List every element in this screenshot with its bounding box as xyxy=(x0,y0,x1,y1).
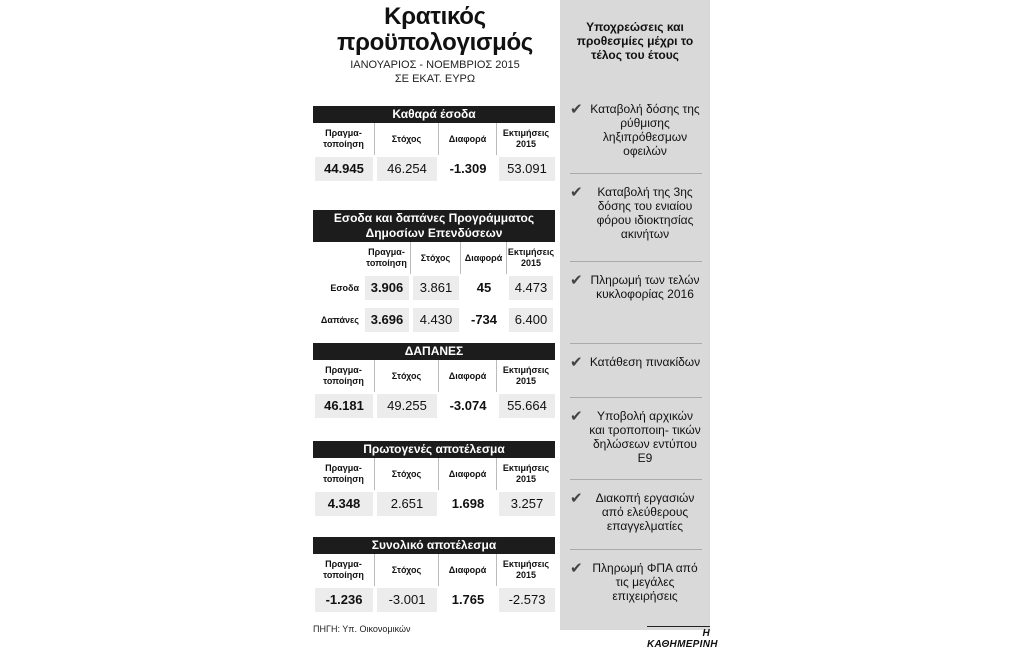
divider xyxy=(570,343,702,344)
prog-col-difference: Διαφορά xyxy=(461,242,507,274)
col-difference: Διαφορά xyxy=(439,554,497,586)
primary-estimates: 3.257 xyxy=(499,492,555,516)
program-expenses-target: 4.430 xyxy=(413,308,459,332)
net-revenue-estimates: 53.091 xyxy=(499,157,555,181)
obligation-item xyxy=(570,102,702,158)
divider xyxy=(570,549,702,550)
primary-realized: 4.348 xyxy=(315,492,373,516)
obligation-item xyxy=(570,561,702,603)
divider xyxy=(570,397,702,398)
overall-estimates: -2.573 xyxy=(499,588,555,612)
col-target: Στόχος xyxy=(375,360,439,392)
source-note: ΠΗΓΗ: Υπ. Οικονομικών xyxy=(313,624,411,634)
obligation-item xyxy=(570,273,702,301)
col-realized: Πραγμα- τοποίηση xyxy=(313,458,375,490)
obligation-text: Πληρωμή ΦΠΑ από τις μεγάλες επιχειρήσεις xyxy=(592,561,698,603)
check-icon: ✔ xyxy=(570,101,583,118)
obligation-text: Πληρωμή των τελών κυκλοφορίας 2016 xyxy=(590,273,700,301)
prog-col-estimates: Εκτιμήσεις 2015 xyxy=(507,247,555,268)
col-target: Στόχος xyxy=(375,123,439,155)
overall-target: -3.001 xyxy=(377,588,437,612)
check-icon: ✔ xyxy=(570,560,583,577)
program-expenses-estimates: 6.400 xyxy=(509,308,553,332)
page-subtitle xyxy=(315,58,555,86)
subtitle-line-2: ΣΕ ΕΚΑΤ. ΕΥΡΩ xyxy=(394,73,476,85)
check-icon: ✔ xyxy=(570,408,583,425)
net-revenue-difference: -1.309 xyxy=(441,157,495,181)
program-section xyxy=(313,210,555,332)
col-difference: Διαφορά xyxy=(439,360,497,392)
overall-title: Συνολικό αποτέλεσμα xyxy=(313,537,555,554)
primary-difference: 1.698 xyxy=(441,492,495,516)
col-difference: Διαφορά xyxy=(439,123,497,155)
col-target: Στόχος xyxy=(375,458,439,490)
program-expenses-difference: -734 xyxy=(463,308,505,332)
page-title xyxy=(315,4,555,56)
subtitle-line-1: ΙΑΝΟΥΑΡΙΟΣ - ΝΟΕΜΒΡΙΟΣ 2015 xyxy=(350,59,520,71)
divider xyxy=(570,261,702,262)
col-target: Στόχος xyxy=(375,554,439,586)
check-icon: ✔ xyxy=(570,184,583,201)
check-icon: ✔ xyxy=(570,272,583,289)
publisher-logo: Η ΚΑΘΗΜΕΡΙΝΗ xyxy=(647,628,718,650)
net-revenue-section xyxy=(313,106,555,181)
col-estimates: Εκτιμήσεις 2015 xyxy=(502,463,550,484)
expenses-difference: -3.074 xyxy=(441,394,495,418)
program-title-line-2: Δημοσίων Επενδύσεων xyxy=(365,226,503,240)
program-title-line-1: Εσοδα και δαπάνες Προγράμματος xyxy=(333,211,535,225)
obligations-panel xyxy=(560,0,710,630)
net-revenue-title: Καθαρά έσοδα xyxy=(313,106,555,123)
expenses-title: ΔΑΠΑΝΕΣ xyxy=(313,343,555,360)
col-estimates: Εκτιμήσεις 2015 xyxy=(502,559,550,580)
col-difference: Διαφορά xyxy=(439,458,497,490)
panel-title: Υποχρεώσεις και προθεσμίες μέχρι το τέλος του έτους xyxy=(576,20,694,62)
col-realized: Πραγμα- τοποίηση xyxy=(313,123,375,155)
check-icon: ✔ xyxy=(570,490,583,507)
primary-section xyxy=(313,441,555,516)
obligation-text: Κατάθεση πινακίδων xyxy=(589,355,701,369)
primary-target: 2.651 xyxy=(377,492,437,516)
program-revenue-realized: 3.906 xyxy=(365,276,409,300)
obligation-text: Υποβολή αρχικών και τροποποιη- τικών δηλώσεων εντύπου Ε9 xyxy=(589,409,701,465)
check-icon: ✔ xyxy=(570,354,583,371)
expenses-target: 49.255 xyxy=(377,394,437,418)
expenses-realized: 46.181 xyxy=(315,394,373,418)
col-realized: Πραγμα- τοποίηση xyxy=(313,360,375,392)
program-row-revenue xyxy=(313,274,555,300)
prog-col-realized: Πραγμα- τοποίηση xyxy=(363,242,411,274)
net-revenue-target: 46.254 xyxy=(377,157,437,181)
obligation-item xyxy=(570,491,702,533)
title-line-1: Κρατικός xyxy=(384,3,486,30)
program-row-expenses xyxy=(313,306,555,332)
obligation-text: Καταβολή δόσης της ρύθμισης ληξιπρόθεσμων οφειλών xyxy=(590,102,700,158)
obligation-item xyxy=(570,355,702,370)
program-row-label: Δαπάνες xyxy=(320,315,359,325)
primary-title: Πρωτογενές αποτέλεσμα xyxy=(313,441,555,458)
program-title xyxy=(313,210,555,242)
expenses-estimates: 55.664 xyxy=(499,394,555,418)
program-revenue-target: 3.861 xyxy=(413,276,459,300)
obligation-text: Καταβολή της 3ης δόσης του ενιαίου φόρου ιδιοκτησίας ακινήτων xyxy=(596,185,694,241)
overall-section xyxy=(313,537,555,612)
title-line-2: προϋπολογισμός xyxy=(337,29,533,56)
program-row-label: Εσοδα xyxy=(330,283,359,293)
program-revenue-difference: 45 xyxy=(463,276,505,300)
expenses-section xyxy=(313,343,555,418)
col-estimates: Εκτιμήσεις 2015 xyxy=(502,365,550,386)
overall-difference: 1.765 xyxy=(441,588,495,612)
divider xyxy=(570,173,702,174)
program-revenue-estimates: 4.473 xyxy=(509,276,553,300)
col-realized: Πραγμα- τοποίηση xyxy=(313,554,375,586)
divider xyxy=(570,479,702,480)
overall-realized: -1.236 xyxy=(315,588,373,612)
net-revenue-realized: 44.945 xyxy=(315,157,373,181)
obligation-item xyxy=(570,185,702,241)
prog-col-target: Στόχος xyxy=(411,242,461,274)
col-estimates: Εκτιμήσεις 2015 xyxy=(502,128,550,149)
program-expenses-realized: 3.696 xyxy=(365,308,409,332)
obligation-item xyxy=(570,409,702,465)
obligation-text: Διακοπή εργασιών από ελεύθερους επαγγελματίες xyxy=(595,491,695,533)
